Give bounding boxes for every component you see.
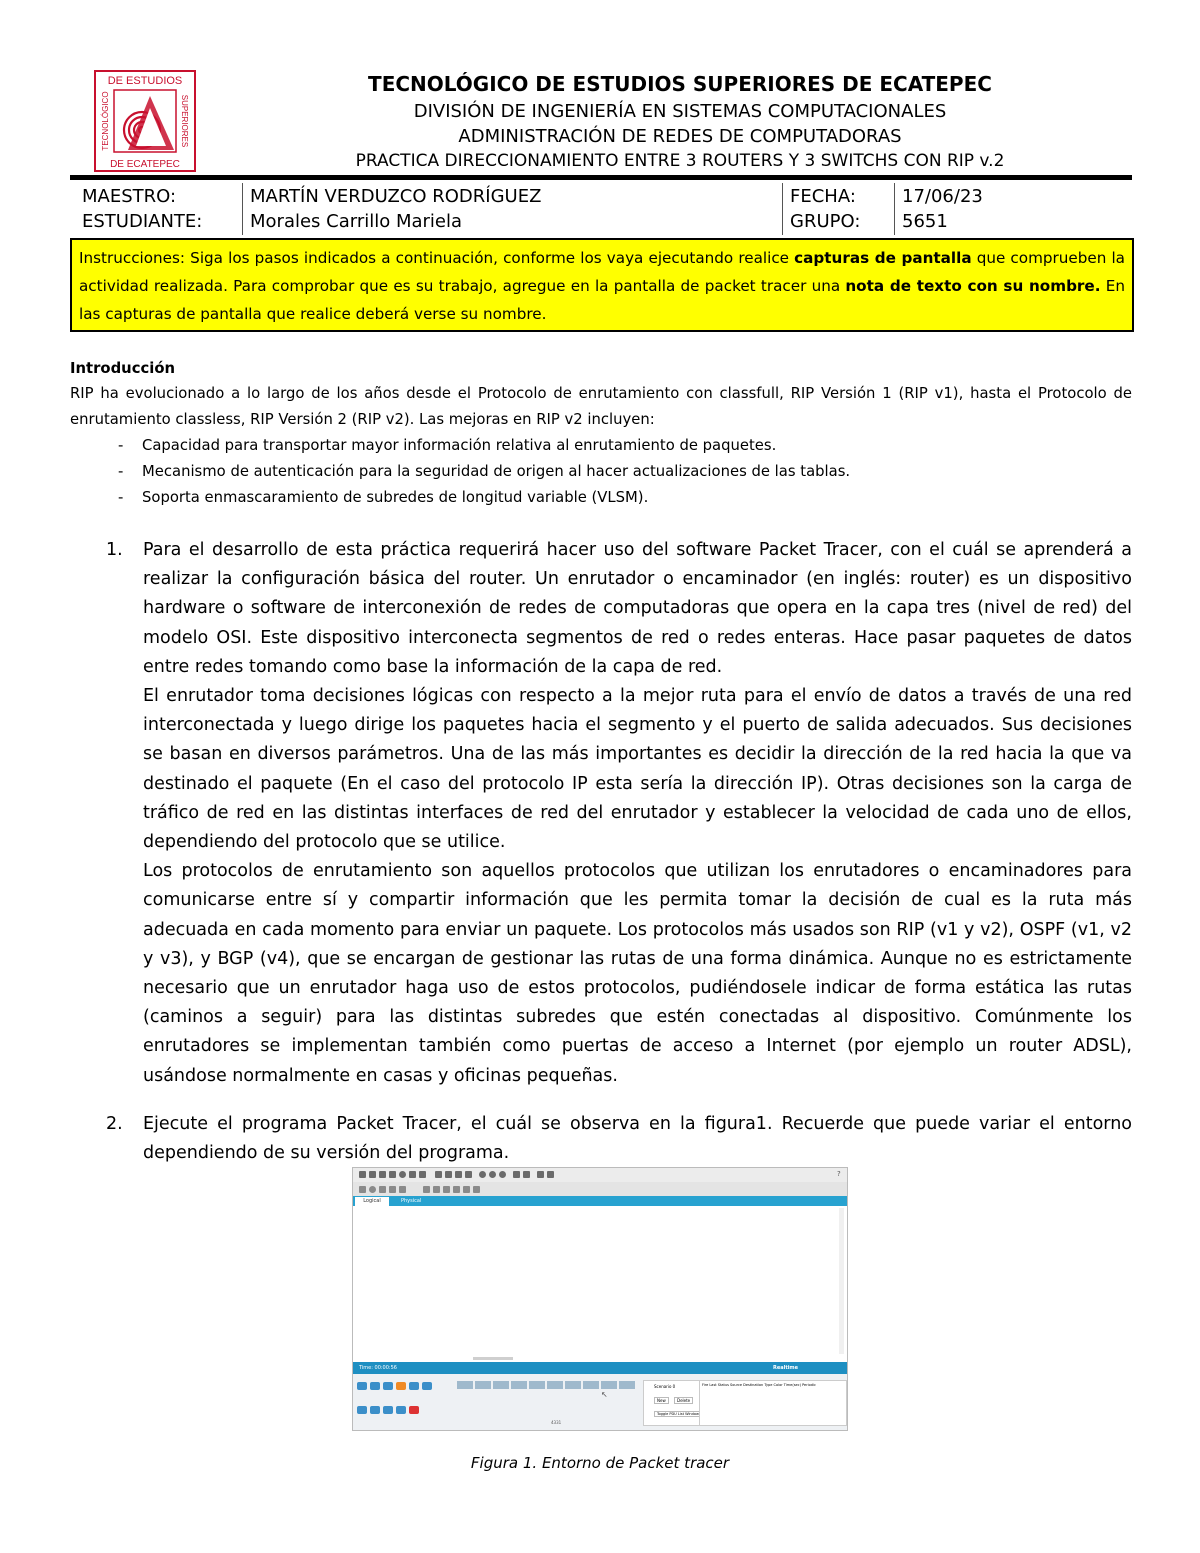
rectangle-icon (433, 1186, 440, 1193)
step-number: 2. (106, 1114, 123, 1134)
instructions-text: que comprueben la actividad realizada. Para comprobar que es su trabajo, agregue en la pantalla de packet tracer una (79, 249, 1125, 295)
packet-tracer-screenshot (352, 1167, 848, 1431)
realtime-mode-button[interactable]: Realtime (773, 1365, 799, 1371)
list-item (70, 433, 1132, 459)
instructions-emphasis: capturas de pantalla (794, 249, 972, 267)
step-paragraph: Para el desarrollo de esta práctica requerirá hacer uso del software Packet Tracer, con el cuál se aprenderá a realizar la configuración básica del router. Un enrutador o encaminador (en inglés: router) es un dispositivo hardware o software de interconexión de redes de computadoras que opera en la capa tres (nivel de red) del modelo OSI. Este dispositivo interconecta segmentos de red o redes enteras. Hace pasar paquetes de datos entre redes tomando como base la información de la capa de red. (143, 540, 1132, 677)
pdu-event-list (699, 1380, 847, 1426)
simple-pdu-icon (463, 1186, 470, 1193)
info-table (70, 183, 1132, 235)
institution-logo (94, 70, 196, 172)
complex-pdu-icon (473, 1186, 480, 1193)
bullet-marker: - (118, 437, 124, 454)
instructions-text: Instrucciones: Siga los pasos indicados a continuación, conforme los vaya ejecutando realice (79, 249, 795, 267)
step-paragraph: El enrutador toma decisiones lógicas con respecto a la mejor ruta para el envío de datos a través de una red interconectada y luego dirige los paquetes hacia el segmento y el puerto de salida adecuados. Sus decisiones se basan en diversos parámetros. Una de las más importantes es decidir la dirección de la red hacia la que va destinado el paquete (En el caso del protocolo IP esta sería la dirección IP). Otras decisiones son la carga de tráfico de red en las distintas interfaces de red del enrutador y establecer la velocidad de cada uno de ellos, dependiendo del protocolo que se utilice. (143, 686, 1132, 853)
logo-text-left: TECNOLÓGICO (101, 91, 110, 151)
device-slot[interactable] (565, 1381, 581, 1389)
list-item (70, 459, 1132, 485)
bullet-text: Soporta enmascaramiento de subredes de longitud variable (VLSM). (142, 489, 649, 506)
freeform-icon (453, 1186, 460, 1193)
misc-category-icon[interactable] (409, 1406, 419, 1414)
device-slot[interactable] (601, 1381, 617, 1389)
table-separator (894, 183, 895, 235)
save-icon (379, 1171, 386, 1178)
end-devices-category-icon[interactable] (409, 1382, 419, 1390)
device-slot[interactable] (475, 1381, 491, 1389)
step-paragraph: Los protocolos de enrutamiento son aquellos protocolos que utilizan los enrutadores o encaminadores para comunicarse entre sí y compartir información que les permita tomar la decisión de cual es la ruta más adecuada en cada momento para enviar un paquete. Los protocolos más usados son RIP (v1 y v2), OSPF (v1, v2 y v3), y BGP (v4), que se encargan de gestionar las rutas de una forma dinámica. Aunque no es estrictamente necesario que un enrutador haga uso de estos protocolos, pudiéndosele indicar de forma estática las rutas (caminos a seguir) para las distintas subredes que estén conectadas al dispositivo. Comúnmente los enrutadores se implementan también como puertas de acceso a Internet (por ejemplo un router ADSL), usándose normalmente en casas y oficinas pequeñas. (143, 861, 1132, 1086)
delete-scenario-button[interactable]: Delete (674, 1397, 693, 1404)
connections-category-icon[interactable] (396, 1382, 406, 1390)
bullet-marker: - (118, 489, 124, 506)
student-value: Morales Carrillo Mariela (250, 211, 463, 232)
teacher-value: MARTÍN VERDUZCO RODRÍGUEZ (250, 186, 542, 207)
bullet-text: Mecanismo de autenticación para la seguridad de origen al hacer actualizaciones de las tablas. (142, 463, 851, 480)
step-1 (70, 536, 1132, 1091)
zoom-out-icon (499, 1171, 506, 1178)
open-file-icon (369, 1171, 376, 1178)
line-icon (423, 1186, 430, 1193)
note-icon (389, 1186, 396, 1193)
hubs-category-icon[interactable] (383, 1382, 393, 1390)
time-display: Time: 00:00:56 (359, 1365, 397, 1371)
logo-text-right: SUPERIORES (180, 94, 189, 148)
palette-icon (513, 1171, 520, 1178)
group-value: 5651 (902, 211, 948, 232)
instructions-emphasis: nota de texto con su nombre. (845, 277, 1101, 295)
secondary-toolbar (353, 1182, 847, 1196)
wireless-category-icon[interactable] (357, 1406, 367, 1414)
resize-icon (379, 1186, 386, 1193)
custom-device-icon (523, 1171, 530, 1178)
bullet-text: Capacidad para transportar mayor información relativa al enrutamiento de paquetes. (142, 437, 777, 454)
date-label: FECHA: (790, 186, 856, 207)
device-slot[interactable] (619, 1381, 635, 1389)
tab-logical[interactable]: Logical (355, 1197, 389, 1206)
device-model-label: 4331 (551, 1420, 562, 1425)
device-slot[interactable] (493, 1381, 509, 1389)
step-2 (70, 1110, 1132, 1168)
zoom-reset-icon (489, 1171, 496, 1178)
group-label: GRUPO: (790, 211, 861, 232)
course-title: ADMINISTRACIÓN DE REDES DE COMPUTADORAS (458, 126, 902, 147)
division-title: DIVISIÓN DE INGENIERÍA EN SISTEMAS COMPUTACIONALES (413, 101, 947, 122)
figure-caption: Figura 1. Entorno de Packet tracer (470, 1454, 730, 1472)
pdu-icon (419, 1171, 426, 1178)
list-item (70, 485, 1132, 511)
device-slot[interactable] (511, 1381, 527, 1389)
network-icon (399, 1171, 406, 1178)
table-separator (782, 183, 783, 235)
device-list-icon (547, 1171, 554, 1178)
step-paragraph: Ejecute el programa Packet Tracer, el cuál se observa en la figura1. Recuerde que puede variar el entorno dependiendo de su versión del programa. (143, 1114, 1132, 1164)
horizontal-scrollbar[interactable] (473, 1357, 513, 1360)
copy-icon (435, 1171, 442, 1178)
table-separator (242, 183, 243, 235)
instructions-text: En las capturas de pantalla que realice deberá verse su nombre. (79, 277, 1125, 323)
date-value: 17/06/23 (902, 186, 983, 207)
wan-category-icon[interactable] (370, 1406, 380, 1414)
new-scenario-button[interactable]: New (654, 1397, 669, 1404)
instructions-box (70, 238, 1134, 332)
print-icon (389, 1171, 396, 1178)
security-category-icon[interactable] (422, 1382, 432, 1390)
new-file-icon (359, 1171, 366, 1178)
select-icon (359, 1186, 366, 1193)
main-toolbar (353, 1168, 847, 1182)
practice-title: PRACTICA DIRECCIONAMIENTO ENTRE 3 ROUTERS Y 3 SWITCHS CON RIP v.2 (355, 151, 1005, 171)
routers-category-icon[interactable] (357, 1382, 367, 1390)
workspace-tab-bar (353, 1196, 847, 1206)
zoom-in-icon (479, 1171, 486, 1178)
device-slot[interactable] (457, 1381, 473, 1389)
teacher-label: MAESTRO: (82, 186, 177, 207)
intro-bullet-list (70, 433, 1132, 511)
pdu-list-header: Fire Last Status Source Destination Type Color Time(sec) Periodic (702, 1383, 816, 1387)
device-slot[interactable] (547, 1381, 563, 1389)
redo-icon (465, 1171, 472, 1178)
cursor-icon: ↖ (601, 1390, 608, 1399)
toggle-pdu-button[interactable]: Toggle PDU List Window (654, 1411, 702, 1417)
ellipse-icon (443, 1186, 450, 1193)
delete-icon (399, 1186, 406, 1193)
workspace-canvas[interactable] (353, 1206, 838, 1356)
intro-title: Introducción (70, 360, 176, 377)
intro-paragraph: RIP ha evolucionado a lo largo de los años desde el Protocolo de enrutamiento con classfull, RIP Versión 1 (RIP v1), hasta el Protocolo de enrutamiento classless, RIP Versión 2 (RIP v2). Las mejoras en RIP v2 incluyen: (70, 385, 1132, 428)
inspect-icon (369, 1186, 376, 1193)
student-label: ESTUDIANTE: (82, 211, 203, 232)
institution-title: TECNOLÓGICO DE ESTUDIOS SUPERIORES DE ECATEPEC (368, 72, 992, 96)
switches-category-icon[interactable] (370, 1382, 380, 1390)
header-divider (70, 175, 1132, 180)
viewport-icon (537, 1171, 544, 1178)
bullet-marker: - (118, 463, 124, 480)
step-number: 1. (106, 540, 123, 560)
undo-icon (455, 1171, 462, 1178)
device-slot[interactable] (583, 1381, 599, 1389)
scenario-select[interactable]: Scenario 0 (654, 1384, 676, 1389)
tab-physical[interactable]: Physical (401, 1198, 422, 1204)
vertical-scrollbar[interactable] (839, 1208, 844, 1354)
custom-category-icon[interactable] (383, 1406, 393, 1414)
logo-text-top: DE ESTUDIOS (107, 75, 183, 87)
multiuser-category-icon[interactable] (396, 1406, 406, 1414)
device-slot[interactable] (529, 1381, 545, 1389)
wizard-icon (409, 1171, 416, 1178)
help-icon: ? (837, 1170, 841, 1178)
paste-icon (445, 1171, 452, 1178)
logo-text-bottom: DE ECATEPEC (110, 159, 180, 170)
